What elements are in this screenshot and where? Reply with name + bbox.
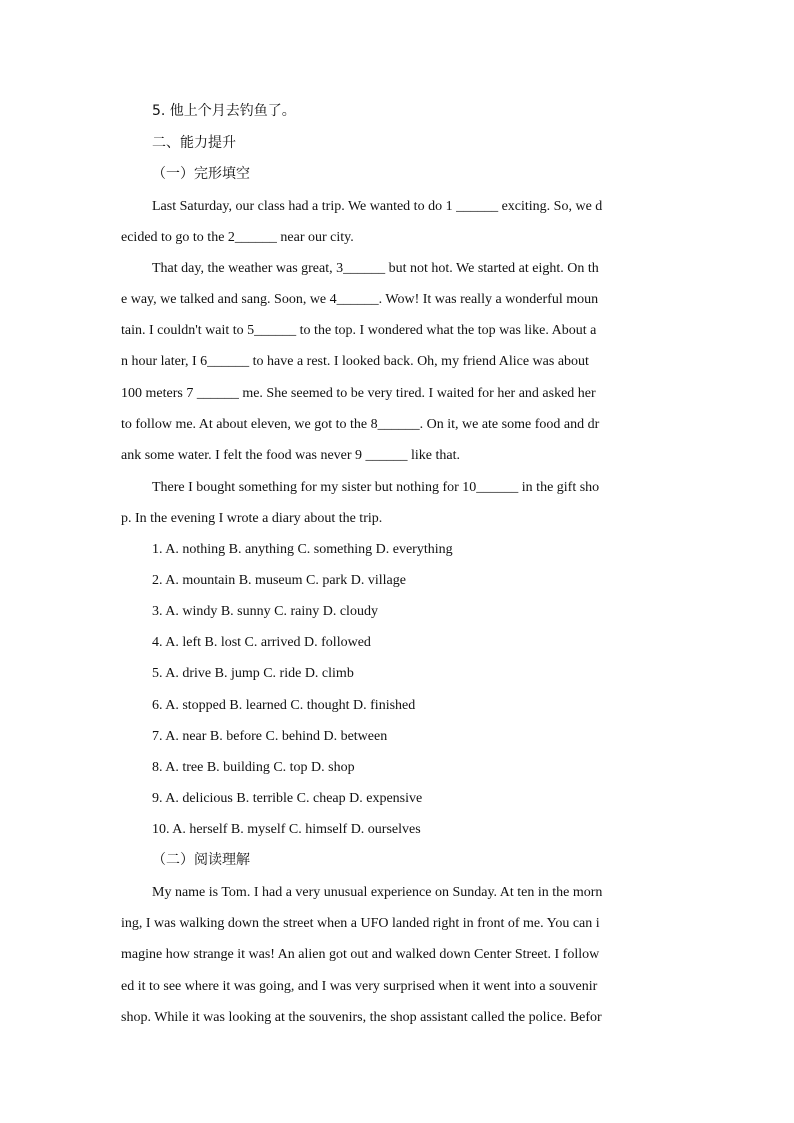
cloze-line: There I bought something for my sister but nothing for 10______ in the gift sho: [152, 480, 600, 495]
option-line: 3. A. windy B. sunny C. rainy D. cloudy: [152, 604, 378, 619]
reading-line: ing, I was walking down the street when a UFO landed right in front of me. You can i: [121, 916, 600, 931]
reading-line: shop. While it was looking at the souvenirs, the shop assistant called the police. Befor: [121, 1010, 602, 1025]
cloze-heading: （一）完形填空: [152, 166, 250, 182]
cloze-line: n hour later, I 6______ to have a rest. I looked back. Oh, my friend Alice was about: [121, 354, 589, 369]
cloze-line: to follow me. At about eleven, we got to the 8______. On it, we ate some food and dr: [121, 417, 600, 432]
option-line: 2. A. mountain B. museum C. park D. village: [152, 573, 406, 588]
option-line: 6. A. stopped B. learned C. thought D. finished: [152, 698, 416, 713]
option-line: 7. A. near B. before C. behind D. between: [152, 729, 388, 744]
cloze-line: e way, we talked and sang. Soon, we 4______. Wow! It was really a wonderful moun: [121, 292, 599, 307]
section-heading: 二、能力提升: [152, 135, 236, 151]
option-line: 1. A. nothing B. anything C. something D. everything: [152, 542, 453, 557]
option-line: 5. A. drive B. jump C. ride D. climb: [152, 666, 354, 681]
option-line: 9. A. delicious B. terrible C. cheap D. expensive: [152, 791, 423, 806]
option-line: 10. A. herself B. myself C. himself D. ourselves: [152, 822, 421, 837]
reading-line: My name is Tom. I had a very unusual experience on Sunday. At ten in the morn: [152, 885, 603, 900]
translation-item-5: 5. 他上个月去钓鱼了。: [152, 103, 296, 119]
cloze-line: tain. I couldn't wait to 5______ to the top. I wondered what the top was like. About a: [121, 323, 597, 338]
cloze-line: That day, the weather was great, 3______ but not hot. We started at eight. On th: [152, 261, 599, 276]
reading-heading: （二）阅读理解: [152, 852, 250, 868]
cloze-line: 100 meters 7 ______ me. She seemed to be very tired. I waited for her and asked her: [121, 386, 596, 401]
option-line: 4. A. left B. lost C. arrived D. followed: [152, 635, 371, 650]
cloze-line: ank some water. I felt the food was never 9 ______ like that.: [121, 448, 461, 463]
reading-line: magine how strange it was! An alien got out and walked down Center Street. I follow: [121, 947, 600, 962]
cloze-line: Last Saturday, our class had a trip. We wanted to do 1 ______ exciting. So, we d: [152, 199, 603, 214]
reading-line: ed it to see where it was going, and I was very surprised when it went into a souvenir: [121, 979, 598, 994]
cloze-line: p. In the evening I wrote a diary about the trip.: [121, 511, 383, 526]
option-line: 8. A. tree B. building C. top D. shop: [152, 760, 355, 775]
cloze-line: ecided to go to the 2______ near our city.: [121, 230, 354, 245]
